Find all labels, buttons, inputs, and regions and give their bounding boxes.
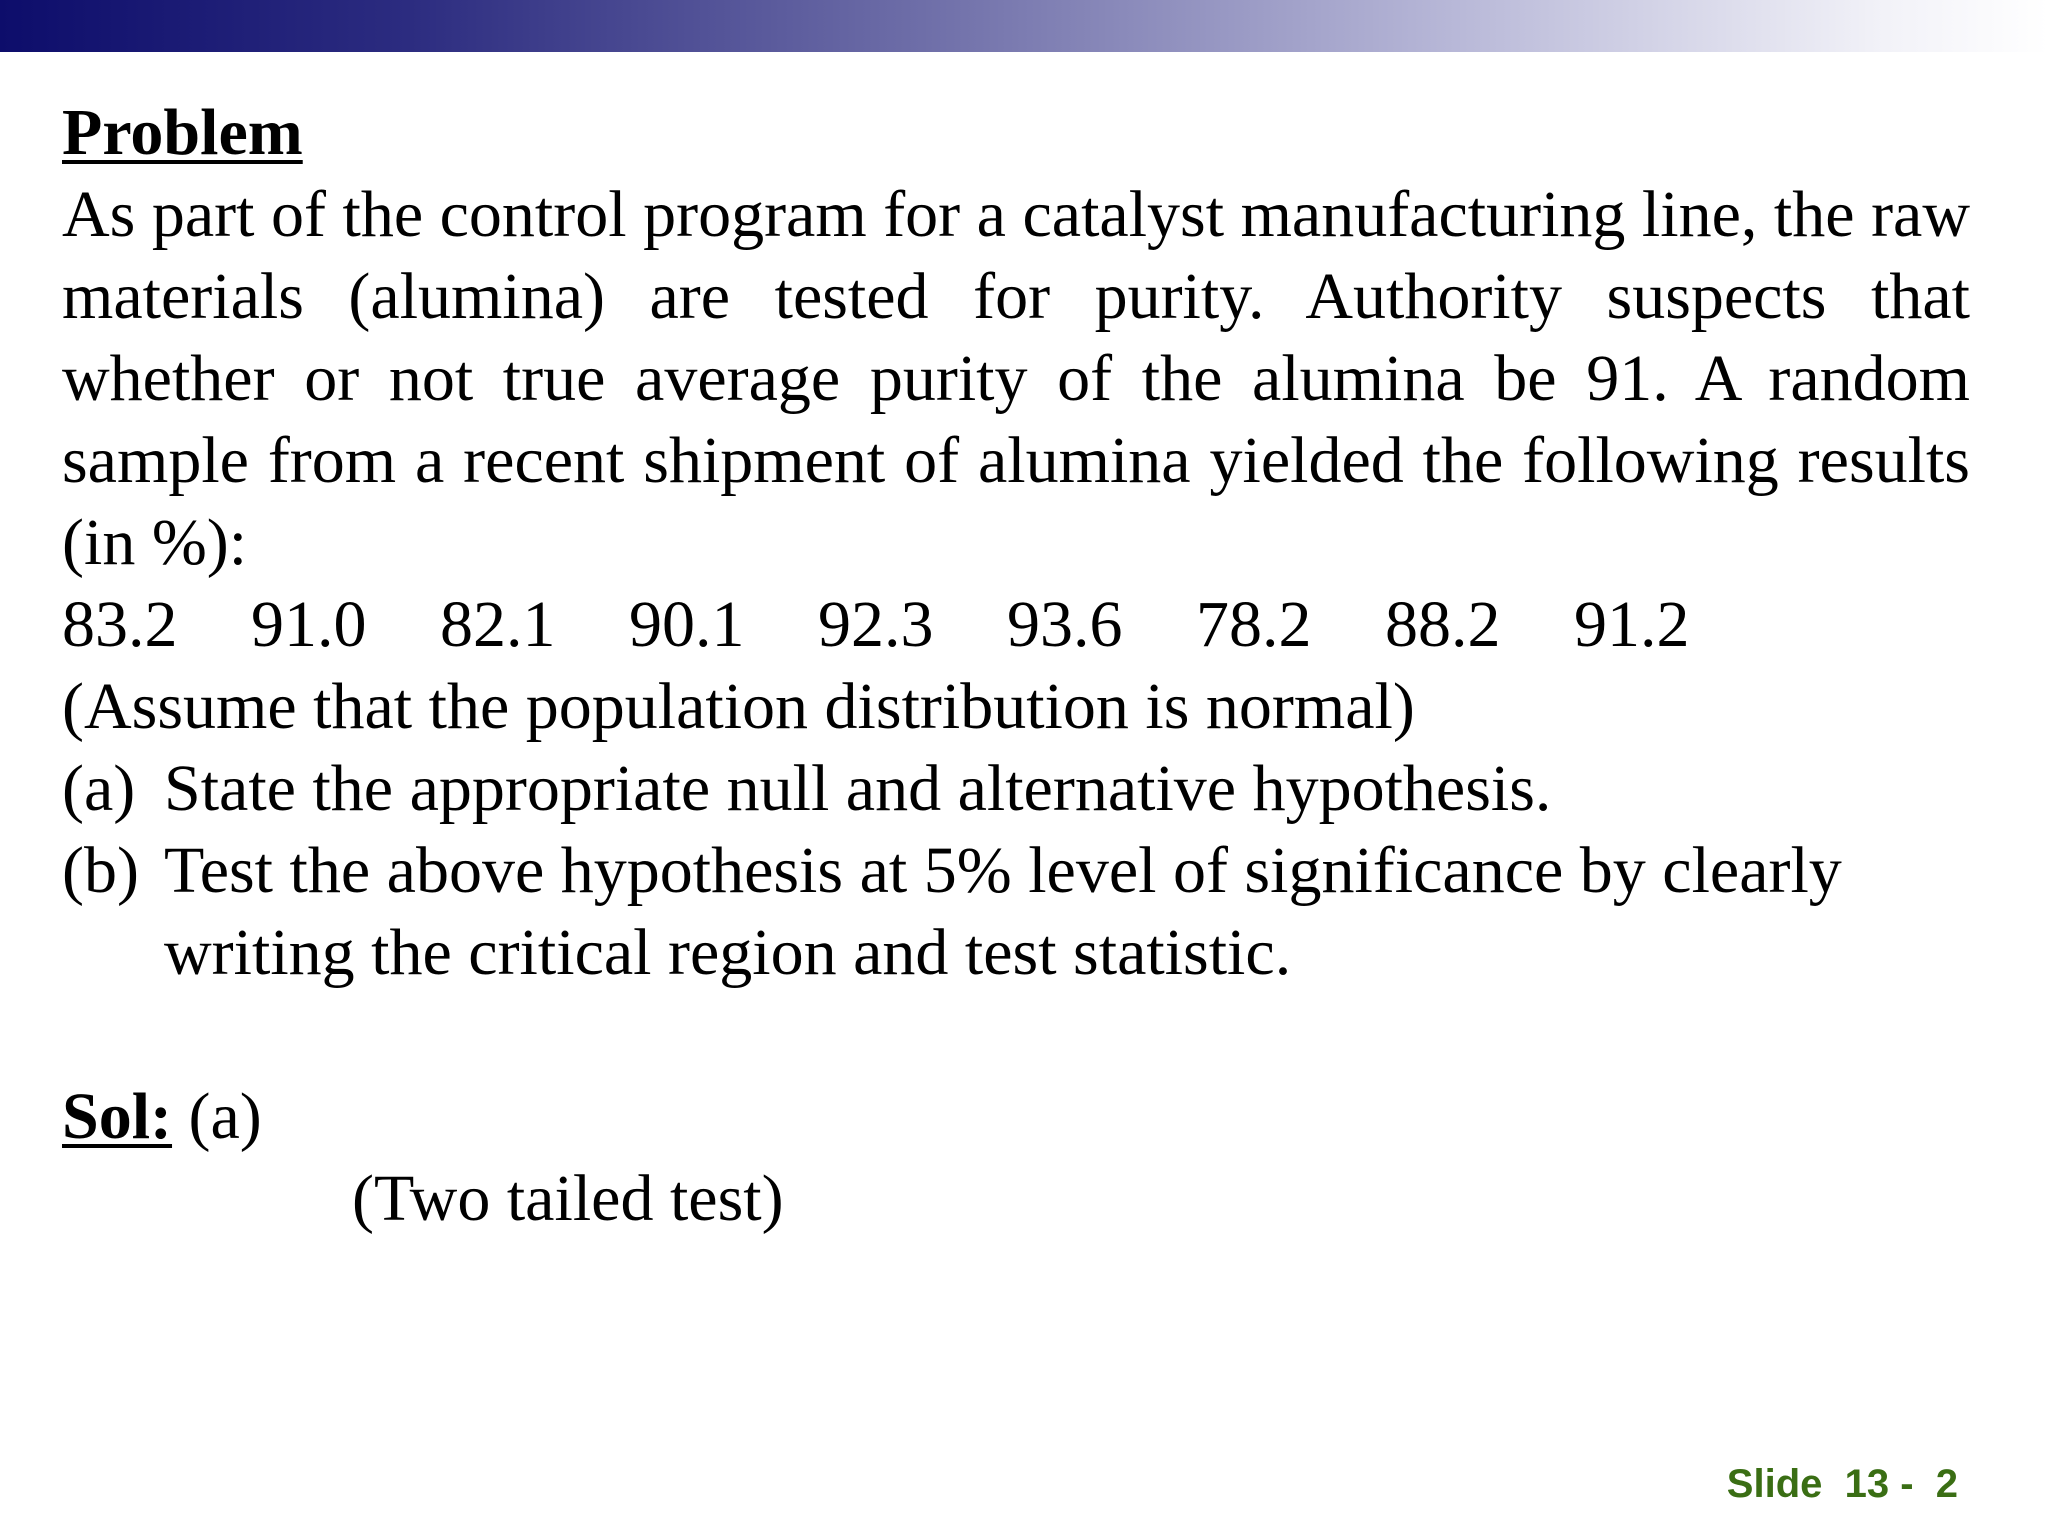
- solution-label: Sol:: [62, 1080, 173, 1153]
- spacer: [62, 994, 1970, 1076]
- sample-value: 91.0: [251, 588, 367, 661]
- sample-value: 83.2: [62, 588, 178, 661]
- two-tailed-note: (Two tailed test): [352, 1162, 784, 1235]
- sample-value: 90.1: [629, 588, 745, 661]
- sample-value: 78.2: [1196, 588, 1312, 661]
- list-marker: (a): [62, 752, 136, 825]
- slide-content: [62, 92, 1970, 1240]
- sample-value: 82.1: [440, 588, 556, 661]
- slide-number: Slide 13 - 2: [1726, 1462, 1958, 1506]
- list-item-a: [62, 748, 1970, 830]
- list-item-b: [62, 830, 1970, 994]
- assumption-note: (Assume that the population distribution is normal): [62, 670, 1415, 743]
- problem-heading: Problem: [62, 96, 303, 169]
- problem-statement: As part of the control program for a catalyst manufacturing line, the raw materials (alumina) are tested for purity. Authority suspects that whether or not true average purity of the alumina be 91. A random sample from a recent shipment of alumina yielded the following results (in %):: [62, 178, 1970, 579]
- list-text: Test the above hypothesis at 5% level of significance by clearly writing the critical region and test statistic.: [164, 834, 1842, 989]
- solution-line: [62, 1076, 1970, 1158]
- sample-value: 88.2: [1385, 588, 1501, 661]
- sample-value: 91.2: [1574, 588, 1690, 661]
- list-marker: (b): [62, 834, 139, 907]
- sample-value: 92.3: [818, 588, 934, 661]
- solution-part: (a): [172, 1080, 262, 1153]
- title-banner: [0, 0, 2048, 52]
- list-text: State the appropriate null and alternative hypothesis.: [164, 752, 1552, 825]
- sample-value: 93.6: [1007, 588, 1123, 661]
- sample-values: [62, 584, 1970, 666]
